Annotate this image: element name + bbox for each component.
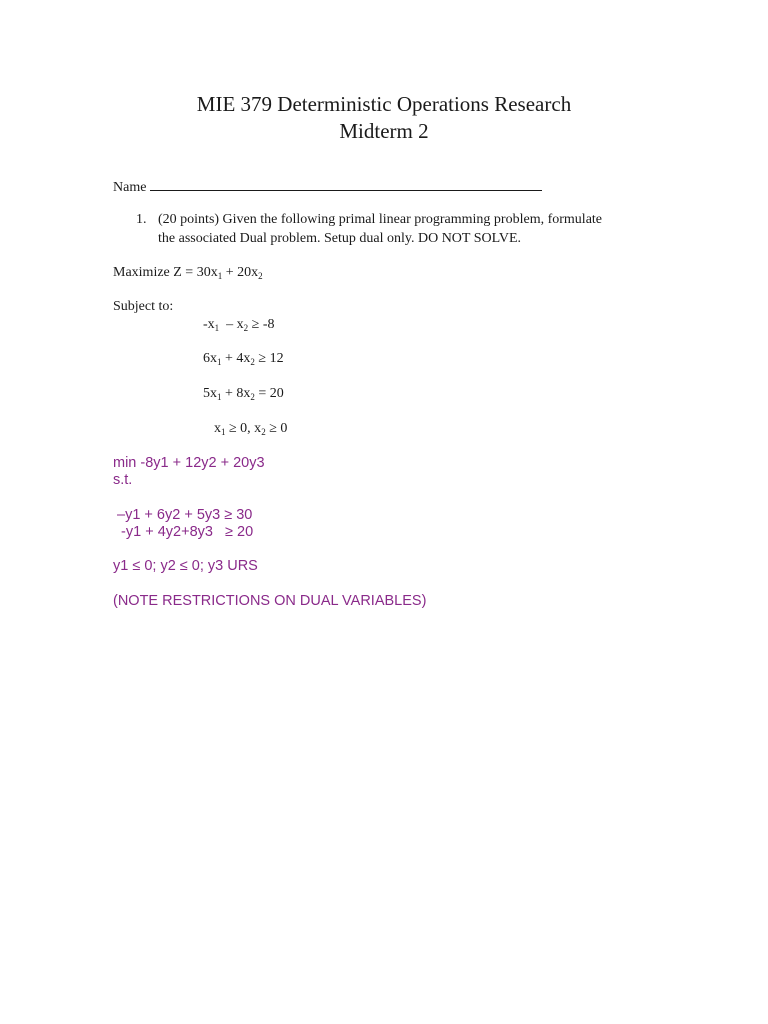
question-text-line-2: the associated Dual problem. Setup dual only. DO NOT SOLVE. bbox=[158, 231, 522, 246]
question-text-line-1: (20 points) Given the following primal linear programming problem, formulate bbox=[158, 212, 603, 227]
dual-note: (NOTE RESTRICTIONS ON DUAL VARIABLES) bbox=[113, 593, 427, 609]
constraint-3: $5x_1 + 8x_2 = 20$ bbox=[203, 386, 284, 402]
non-negativity-constraint: $x_1 \ge 0$, $x_2 \ge 0$ bbox=[214, 421, 288, 437]
question-number: 1. bbox=[136, 212, 147, 227]
constraint-2: $6x_1 + 4x_2 \ge 12$ bbox=[203, 351, 284, 367]
dual-constraint-2: -y1 + 4y2+8y3 ≥ 20 bbox=[113, 524, 254, 540]
name-blank-line[interactable] bbox=[150, 178, 542, 191]
objective-function: Maximize $Z = 30x_1 + 20x_2$ bbox=[113, 265, 263, 281]
dual-constraint-1: –y1 + 6y2 + 5y3 ≥ 30 bbox=[113, 507, 253, 523]
subject-to-label: Subject to: bbox=[113, 299, 174, 314]
constraint-1: $-x_1 - x_2 \ge -8$ bbox=[203, 317, 275, 333]
dual-variable-signs: y1 ≤ 0; y2 ≤ 0; y3 URS bbox=[113, 558, 258, 574]
course-title: MIE 379 Deterministic Operations Research bbox=[196, 92, 572, 116]
name-label: Name bbox=[113, 180, 147, 195]
dual-subject-to: s.t. bbox=[113, 472, 133, 488]
dual-objective: min -8y1 + 12y2 + 20y3 bbox=[113, 455, 265, 471]
name-row bbox=[113, 178, 542, 196]
exam-title: Midterm 2 bbox=[339, 119, 429, 143]
